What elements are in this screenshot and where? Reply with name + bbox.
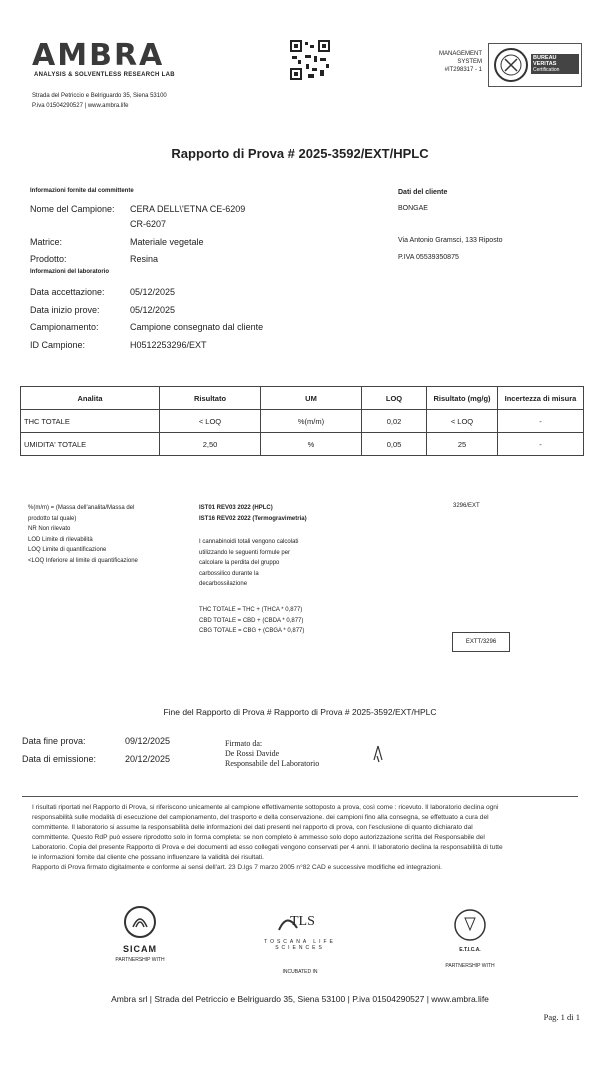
bureau-veritas-badge: BUREAU VERITAS Certification [488,43,582,87]
col-um: UM [261,387,362,410]
col-risultato-mg: Risultato (mg/g) [427,387,498,410]
data-accettazione-label: Data accettazione: [30,287,105,297]
formula-block: THC TOTALE = THC + (THCA * 0,877) CBD TOTALE = CBD + (CBDA * 0,877) CBG TOTALE = CBG + (CBGA * 0,877) [199,607,305,634]
nome-campione-value: CERA DELL\'ETNA CE-6209 [130,204,246,214]
campionamento-value: Campione consegnato dal cliente [130,322,264,332]
laboratorio-section-title: Informazioni del laboratorio [30,269,110,275]
page-number: Pag. 1 di 1 [543,1012,580,1022]
legal-disclaimer: I risultati riportati nel Rapporto di Prova, si riferiscono unicamente al campione effettivamente sottoposto a prova, così come : ricevuto. Il laboratorio declina ogni responsabilità sulle modalità di esecuzione del campionamento, del trasporto e della conservazione. dei campioni fino alla consegna, se effettuato a cura del committente. Il laboratorio si assume la responsabilità delle informazioni dei dati presenti nel rapporto di prova, con l'esclusione di quanto dichiarato dal committente. Questo RdP può essere riprodotto solo in forma completa: se non completo è ammesso solo dopo autorizzazione scritta del Responsabile del Laboratorio. Copia del presente Rapporto di Prova e dei documenti ad esso collegati vengono conservati per 4 anni. Il laboratorio declina la responsabilità di tutte le informazioni fornite dal cliente che possano influenzare la validità dei risultati. Rapporto di Prova firmato digitalmente e conforme ai sensi dell'art. 23 D.lgs 7 marzo 2005 n°82 CAD e successive modifiche ed integrazioni. [32,804,503,871]
cliente-name: BONGAE [398,205,428,212]
etica-logo-icon [453,908,487,942]
sicam-logo-icon [123,905,157,939]
data-accettazione-value: 05/12/2025 [130,287,176,297]
signature-mark-icon [372,744,384,764]
prodotto-label: Prodotto: [30,254,67,264]
cliente-piva: P.IVA 05539350875 [398,254,459,261]
col-analita: Analita [21,387,160,410]
data-emissione-value: 20/12/2025 [125,754,171,764]
report-title: Rapporto di Prova # 2025-3592/EXT/HPLC [171,146,429,161]
sample-code-box: EXTT/3296 [452,632,510,652]
nome-campione-label: Nome del Campione: [30,204,115,214]
end-report-title: Fine del Rapporto di Prova # Rapporto di Prova # 2025-3592/EXT/HPLC [163,707,437,717]
campionamento-label: Campionamento: [30,322,99,332]
cliente-address: Via Antonio Gramsci, 133 Riposto [398,237,503,244]
results-table [20,386,584,456]
company-logo-subtitle: ANALYSIS & SOLVENTLESS RESEARCH LAB [34,72,175,78]
cliente-section-title: Dati del cliente [398,189,448,196]
data-fine-label: Data fine prova: [22,736,86,746]
sample-code: 3296/EXT [453,503,480,509]
id-campione-value: H0512253296/EXT [130,340,207,350]
table-row: UMIDITA' TOTALE 2,50 % 0,05 25 - [21,433,584,456]
company-piva: P.iva 01504290527 | www.ambra.life [32,103,129,109]
nome-campione-value-2: CR-6207 [130,219,167,229]
partner-etica: E.T.I.C.A. PARTNERSHIP WITH [440,908,500,969]
matrice-label: Matrice: [30,237,63,247]
company-address: Strada del Petriccio e Belriguardo 35, Siena 53100 [32,93,167,99]
company-logo: AMBRA [32,38,165,73]
col-risultato: Risultato [160,387,261,410]
data-emissione-label: Data di emissione: [22,754,97,764]
table-row: THC TOTALE < LOQ %(m/m) 0,02 < LOQ - [21,410,584,433]
legend-block: %(m/m) = (Massa dell'analita/Massa del prodotto tal quale) NR Non rilevato LOD Limite di rilevabilità LOQ Limite di quantificazione <LOQ Inferiore al limite di quantificazione [28,505,138,564]
matrice-value: Materiale vegetale [130,237,204,247]
id-campione-label: ID Campione: [30,340,86,350]
prodotto-value: Resina [130,254,159,264]
col-loq: LOQ [362,387,427,410]
page-footer: Ambra srl | Strada del Petriccio e Belriguardo 35, Siena 53100 | P.iva 01504290527 | www.ambra.life [111,994,489,1004]
partner-sicam: SICAM PARTNERSHIP WITH [105,905,175,963]
partner-tls: TLS TOSCANA LIFE SCIENCES INCUBATED IN [240,910,360,975]
committente-section-title: Informazioni fornite dal committente [30,188,134,194]
qr-code [290,40,330,80]
description-block: I cannabinoidi totali vengono calcolati utilizzando le seguenti formule per calcolare la perdita del gruppo carbossilico durante la decarbossilazione [199,539,299,587]
bureau-veritas-seal-icon [493,47,529,83]
col-incertezza: Incertezza di misura [498,387,584,410]
data-fine-value: 09/12/2025 [125,736,171,746]
data-inizio-value: 05/12/2025 [130,305,176,315]
table-header-row [21,387,584,410]
signature-block: Firmato da: De Rossi Davide Responsabile del Laboratorio [225,739,320,768]
data-inizio-label: Data inizio prove: [30,305,100,315]
methods-block: IST01 REV03 2022 (HPLC) IST16 REV02 2022 (Termogravimetria) [199,505,307,522]
management-system-label: MANAGEMENT SYSTEM #IT298317 - 1 [438,51,482,73]
